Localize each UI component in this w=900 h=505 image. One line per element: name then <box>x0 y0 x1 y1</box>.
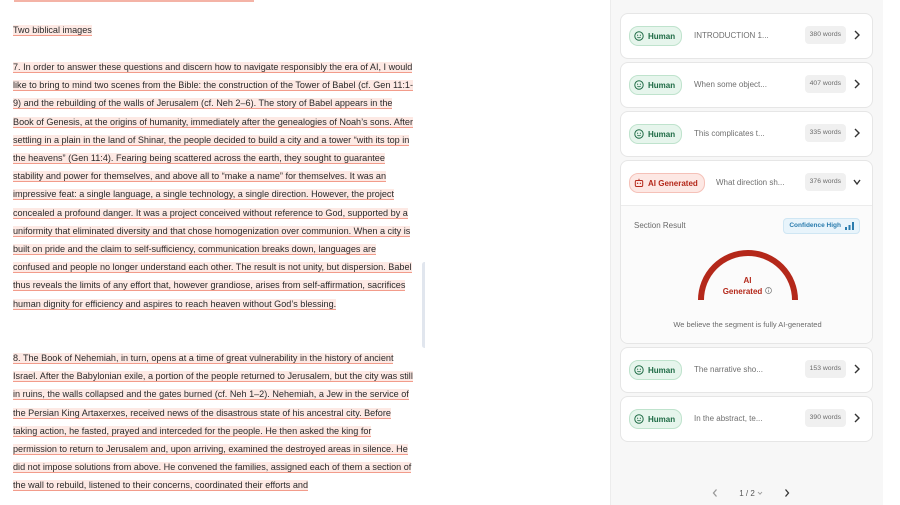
human-face-icon <box>634 129 644 139</box>
info-icon[interactable] <box>765 287 772 294</box>
section-snippet: In the abstract, te... <box>694 414 763 423</box>
document-scrollbar[interactable] <box>422 262 425 348</box>
badge-label: Human <box>648 31 676 41</box>
badge-label: Human <box>648 414 676 424</box>
word-count: 407 words <box>805 75 846 93</box>
human-face-icon <box>634 365 644 375</box>
section-card[interactable] <box>620 62 873 108</box>
signal-bars-icon <box>845 222 854 230</box>
section-result-label: Section Result <box>634 221 686 230</box>
badge-label: Human <box>648 365 676 375</box>
confidence-badge <box>783 218 860 234</box>
human-face-icon <box>634 414 644 424</box>
human-face-icon <box>634 80 644 90</box>
section-heading: Two biblical images <box>13 25 92 35</box>
chevron-right-icon[interactable] <box>852 78 862 90</box>
ai-gauge <box>695 245 801 305</box>
chevron-left-icon[interactable] <box>711 488 719 498</box>
gauge-label-ai: AI <box>743 276 752 285</box>
chevron-right-icon[interactable] <box>852 127 862 139</box>
chevron-down-icon <box>757 490 763 496</box>
section-snippet: When some object... <box>694 80 767 89</box>
section-snippet: This complicates t... <box>694 129 765 138</box>
section-card[interactable] <box>620 396 873 442</box>
badge-label: Human <box>648 80 676 90</box>
chevron-right-icon[interactable] <box>852 412 862 424</box>
sections-panel <box>610 0 883 505</box>
document-pane <box>0 0 425 505</box>
chevron-down-icon[interactable] <box>852 176 862 188</box>
human-badge <box>629 124 682 144</box>
pagination <box>711 486 791 500</box>
section-snippet: INTRODUCTION 1... <box>694 31 769 40</box>
result-description: We believe the segment is fully AI-generated <box>673 320 822 329</box>
human-face-icon <box>634 31 644 41</box>
human-badge <box>629 26 682 46</box>
section-card[interactable] <box>620 13 873 59</box>
section-snippet: What direction sh... <box>716 178 785 187</box>
page-indicator[interactable]: 1 / 2 <box>739 489 763 498</box>
chevron-right-icon[interactable] <box>852 363 862 375</box>
gauge-label-generated: Generated <box>621 287 874 296</box>
confidence-label: Confidence High <box>789 222 841 229</box>
badge-label: Human <box>648 129 676 139</box>
chevron-right-icon[interactable] <box>783 488 791 498</box>
section-result-panel <box>621 205 872 343</box>
human-badge <box>629 409 682 429</box>
ai-generated-badge <box>629 173 705 193</box>
word-count: 376 words <box>805 173 846 191</box>
section-card[interactable] <box>620 111 873 157</box>
section-card-expanded[interactable] <box>620 160 873 344</box>
word-count: 380 words <box>805 26 846 44</box>
word-count: 390 words <box>805 409 846 427</box>
human-badge <box>629 75 682 95</box>
section-snippet: The narrative sho... <box>694 365 763 374</box>
word-count: 335 words <box>805 124 846 142</box>
word-count: 153 words <box>805 360 846 378</box>
human-badge <box>629 360 682 380</box>
section-card[interactable] <box>620 347 873 393</box>
highlight-underline <box>14 0 254 2</box>
paragraph-7: 7. In order to answer these questions and discern how to navigate responsibly the era of AI, I would like to bring to mind two scenes from the Bible: the construction of the Tower of Babel (cf. Gen 11:1-9) and the rebuilding of the walls of Jerusalem (cf. Neh 2–6). The story of Babel appears in the Book of Genesis, at the origins of humanity, immediately after the genealogies of Noah’s sons. After settling in a plain in the land of Shinar, the people decided to build a city and a tower “with its top in the heavens” (Gen 11:4). Fearing being scattered across the earth, they sought to guarantee stability and power for themselves, and above all to “make a name” for themselves. It was an impressive feat: a single language, a single technology, a single direction. However, the project concealed a profound danger. It was a project conceived without reference to God, supported by a uniformity that eliminated diversity and that chose homogenization over communion. When a city is built on pride and the claim to self-sufficiency, communication breaks down, languages are confused and people no longer understand each other. The result is not unity, but dispersion. Babel thus reveals the limits of any effort that, however grandiose, arises from self-affirmation, sacrifices human dignity for efficiency and aspires to reach heaven without God’s blessing. <box>13 62 414 309</box>
chevron-right-icon[interactable] <box>852 29 862 41</box>
badge-label: AI Generated <box>648 178 698 188</box>
paragraph-8: 8. The Book of Nehemiah, in turn, opens at a time of great vulnerability in the history of ancient Israel. After the Babylonian exile, a portion of the people returned to Jerusalem, but the city was still in ruins, the walls collapsed and the gates burned (cf. Neh 1–2). Nehemiah, a Jew in the service of the Persian King Artaxerxes, received news of the disastrous state of his ancestral city. Before taking action, he fasted, prayed and interceded for the people. He then asked the king for permission to return to Jerusalem and, upon arriving, examined the destroyed areas in silence. He did not impose solutions from above. He convened the families, assigned each of them a section of the wall to rebuild, listened to their concerns, coordinated their efforts and <box>13 353 413 491</box>
robot-icon <box>634 178 644 188</box>
